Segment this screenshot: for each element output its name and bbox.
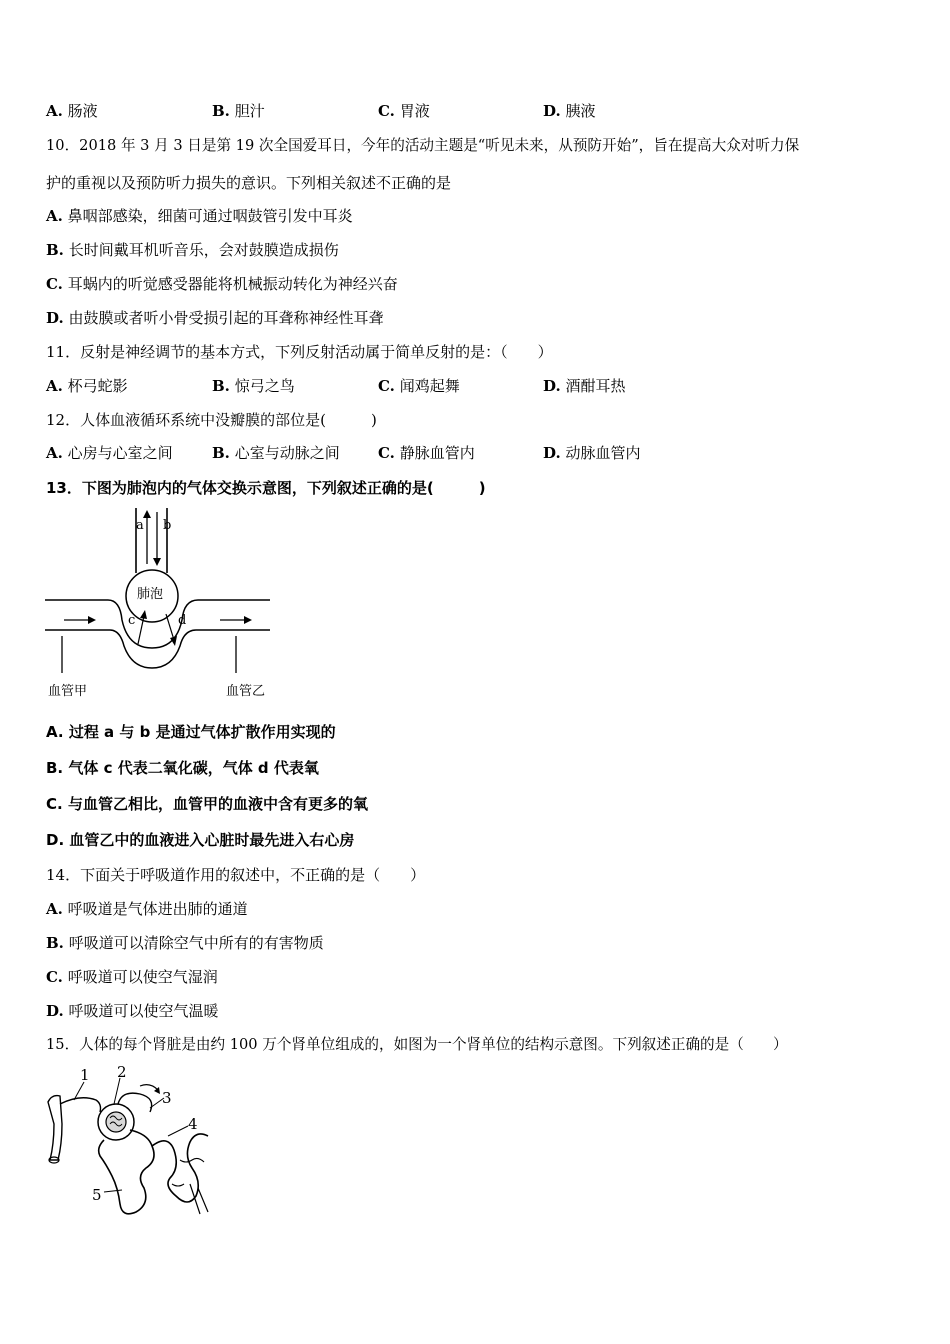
label-4: 4 [188,1115,198,1133]
q11-option-a: A. 杯弓蛇影 [46,377,128,395]
q14-option-d: D. 呼吸道可以使空气温暖 [46,1002,219,1020]
label-c: c [128,613,136,628]
q10-option-c: C. 耳蜗内的听觉感受器能将机械振动转化为神经兴奋 [46,275,398,293]
alveolus-gas-exchange-figure [40,508,280,703]
glomerulus [106,1112,126,1132]
q11-option-c: C. 闻鸡起舞 [378,377,460,395]
q9-option-c: C. 胃液 [378,102,430,120]
q11-stem: 11．反射是神经调节的基本方式，下列反射活动属于简单反射的是：（ ） [46,343,553,361]
efferent-arteriole [118,1093,152,1112]
q13-option-d: D. 血管乙中的血液进入心脏时最先进入右心房 [46,831,355,849]
q15-stem: 15．人体的每个肾脏是由约 100 万个肾单位组成的，如图为一个肾单位的结构示意图。下列叙述正确的是（ ） [46,1036,788,1053]
q9-option-a: A. 肠液 [46,102,98,120]
arrow-c-head [140,610,147,619]
q10-option-d: D. 由鼓膜或者听小骨受损引起的耳聋称神经性耳聋 [46,309,384,327]
q9-option-b: B. 胆汁 [212,102,265,120]
q14-option-b: B. 呼吸道可以清除空气中所有的有害物质 [46,934,324,952]
renal-tubule [99,1130,154,1214]
q12-option-a: A. 心房与心室之间 [46,444,173,462]
renal-vessel-tube [48,1096,62,1160]
leader-4 [168,1126,188,1136]
q14-option-a: A. 呼吸道是气体进出肺的通道 [46,900,248,918]
arrow-a-head [143,510,151,518]
q12-option-b: B. 心室与动脉之间 [212,444,340,462]
label-d: d [178,613,187,628]
q14-stem: 14．下面关于呼吸道作用的叙述中，不正确的是（ ） [46,866,426,884]
q10-stem-line1: 10．2018 年 3 月 3 日是第 19 次全国爱耳日，今年的活动主题是“听见未来，从预防开始”，旨在提高大众对听力保 [46,137,800,154]
label-a: a [136,518,144,533]
label-vessel-left: 血管甲 [48,684,88,699]
flow-arrow-3 [140,1085,158,1090]
q9-option-d: D. 胰液 [543,102,596,120]
q12-option-d: D. 动脉血管内 [543,444,641,462]
q14-option-c: C. 呼吸道可以使空气湿润 [46,968,218,986]
q10-stem-line2: 护的重视以及预防听力损失的意识。下列相关叙述不正确的是 [46,174,452,192]
afferent-arteriole [60,1098,101,1112]
q12-stem: 12．人体血液循环系统中没瓣膜的部位是( ) [46,411,377,429]
q13-stem: 13．下图为肺泡内的气体交换示意图，下列叙述正确的是( ) [46,479,486,497]
q13-option-a: A. 过程 a 与 b 是通过气体扩散作用实现的 [46,723,336,741]
label-5: 5 [92,1186,102,1204]
q13-option-b: B. 气体 c 代表二氧化碳，气体 d 代表氧 [46,759,319,777]
q11-option-b: B. 惊弓之鸟 [212,377,295,395]
label-3: 3 [162,1089,172,1107]
label-1: 1 [80,1066,90,1084]
q10-option-a: A. 鼻咽部感染，细菌可通过咽鼓管引发中耳炎 [46,207,353,225]
arrow-d [166,614,174,640]
label-2: 2 [117,1064,127,1081]
q10-option-b: B. 长时间戴耳机听音乐，会对鼓膜造成损伤 [46,241,339,259]
label-vessel-right: 血管乙 [226,684,266,699]
label-b: b [163,518,172,533]
q12-option-c: C. 静脉血管内 [378,444,475,462]
nephron-figure [40,1064,220,1226]
q13-option-c: C. 与血管乙相比，血管甲的血液中含有更多的氧 [46,795,368,813]
arrow-b-head [153,558,161,566]
flow-arrow-left-head [88,616,96,624]
q11-option-d: D. 酒酣耳热 [543,377,626,395]
alveolus-label: 肺泡 [137,587,164,602]
leader-5 [104,1190,122,1192]
flow-arrow-right-head [244,616,252,624]
